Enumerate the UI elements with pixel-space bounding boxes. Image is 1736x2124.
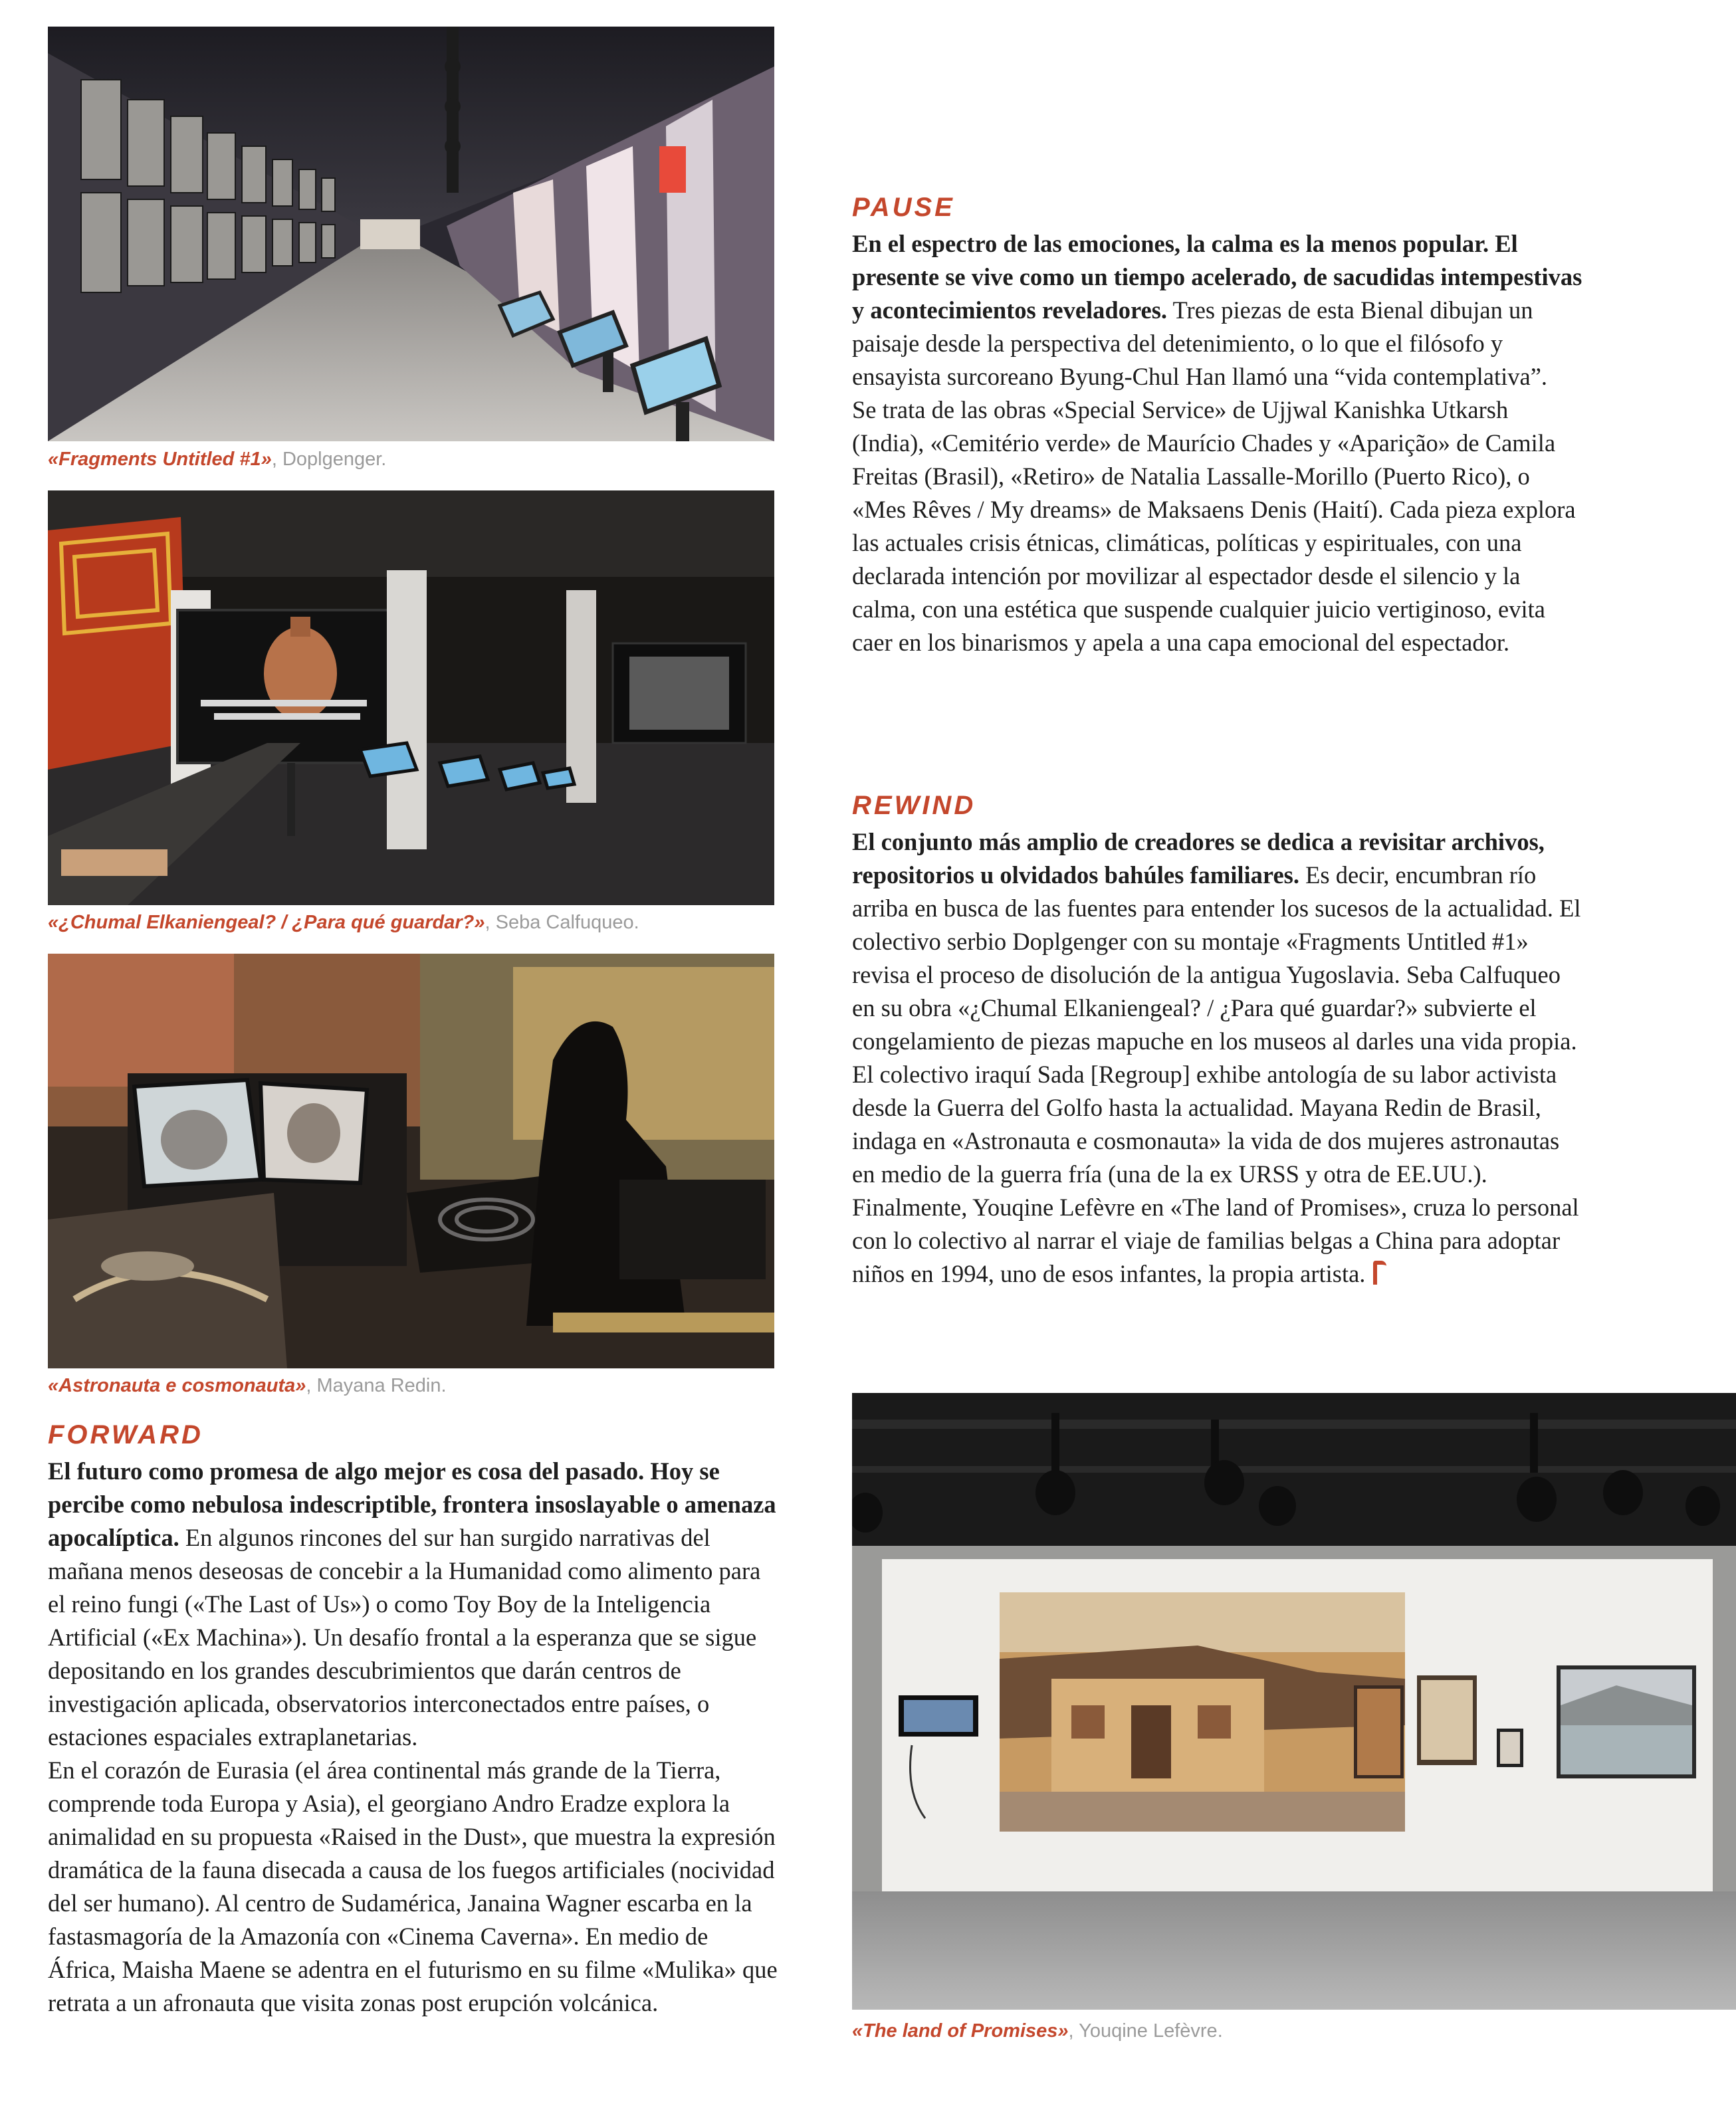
section-rewind — [852, 790, 1583, 1291]
pause-paragraph-1-rest: Tres piezas de esta Bienal dibujan un paisaje desde la perspectiva del detenimiento, o lo que el filósofo y ensayista surcoreano Byung-Chul Han llamó una “vida contemplativa”. — [852, 296, 1548, 390]
pause-heading: PAUSE — [852, 193, 955, 222]
forward-paragraph-1-rest: En algunos rincones del sur han surgido narrativas del mañana menos deseosas de concebir a la Humanidad como alimento para el reino fungi («The Last of Us») o como Toy Boy de la Inteligencia Artificial («Ex Machina»). Un desafío frontal a la esperanza que se sigue depositando en los grandes descubrimientos que darán centros de investigación aplicada, observatorios interconectados entre países, o estaciones espaciales extraplanetarias. — [48, 1524, 761, 1751]
forward-paragraph-2: En el corazón de Eurasia (el área continental más grande de la Tierra, comprende toda Europa y Asia), el georgiano Andro Eradze explora la animalidad en su propuesta «Raised in the Dust», que muestra la expresión dramática de la fauna disecada a causa de los fuegos artificiales (nocividad del ser humano). Al centro de Sudamérica, Janaina Wagner escarba en la fastasmagoría de la Amazonía con «Cinema Caverna». En medio de África, Maisha Maene se adentra en el futurismo en su filme «Mulika» que retrata a un afronauta que visita zonas post erupción volcánica. — [48, 1756, 778, 2016]
caption-land-author: , Youqine Lefèvre. — [1068, 2020, 1223, 2042]
rewind-paragraph-rest: Es decir, encumbran río arriba en busca de las fuentes para entender los sucesos de la actualidad. El colectivo serbio Doplgenger con su montaje «Fragments Untitled #1» revisa el proceso de disolución de la antigua Yugoslavia. Seba Calfuqueo en su obra «¿Chumal Elkaniengeal? / ¿Para qué guardar?» subvierte el congelamiento de piezas mapuche en los museos al darles una vida propia. El colectivo iraquí Sada [Regroup] exhibe antología de su labor activista desde la Guerra del Golfo hasta la actualidad. Mayana Redin de Brasil, indaga en «Astronauta e cosmonauta» la vida de dos mujeres astronautas en medio de la guerra fría (una de la ex URSS y otra de EE.UU.). Finalmente, Youqine Lefèvre en «The land of Promises», cruza lo personal con lo colectivo al narrar el viaje de familias belgas a China para adoptar niños en 1994, uno de esos infantes, la propia artista. — [852, 861, 1581, 1287]
caption-fragments-title: «Fragments Untitled #1» — [48, 449, 272, 470]
caption-astronauta — [48, 1374, 447, 1398]
caption-land-title: «The land of Promises» — [852, 2020, 1069, 2042]
caption-fragments — [48, 447, 386, 471]
caption-land-of-promises — [852, 2019, 1223, 2043]
caption-chumal — [48, 910, 639, 934]
caption-chumal-author: , Seba Calfuqueo. — [485, 912, 639, 933]
forward-heading: FORWARD — [48, 1420, 203, 1449]
photo-fragments-untitled — [48, 27, 774, 441]
rewind-paragraph — [852, 825, 1583, 1291]
pause-paragraph-1 — [852, 227, 1583, 393]
pause-lead: En el espectro de las emociones, la calma es la menos popular. El presente se vive como un tiempo acelerado, de sacudidas intempestivas y acontecimientos reveladores. — [852, 230, 1582, 324]
forward-lead: El futuro como promesa de algo mejor es cosa del pasado. Hoy se percibe como nebulosa indescriptible, frontera insoslayable o amenaza apocalíptica. — [48, 1457, 776, 1551]
section-pause — [852, 191, 1583, 659]
pause-paragraph-2: Se trata de las obras «Special Service» de Ujjwal Kanishka Utkarsh (India), «Cemitério verde» de Maurício Chades y «Aparição» de Camila Freitas (Brasil), «Retiro» de Natalia Lassalle-Morillo (Puerto Rico), o «Mes Rêves / My dreams» de Maksaens Denis (Haití). Cada pieza explora las actuales crisis étnicas, climáticas, políticas y espirituales, con una declarada intención por movilizar al espectador desde el silencio y la calma, con una estética que suspende cualquier juicio vertiginoso, evita caer en los binarismos y apela a una capa emocional del espectador. — [852, 396, 1576, 656]
forward-paragraph-1 — [48, 1455, 778, 1754]
caption-chumal-title: «¿Chumal Elkaniengeal? / ¿Para qué guardar?» — [48, 912, 485, 933]
section-forward — [48, 1419, 778, 2020]
rewind-heading: REWIND — [852, 791, 976, 820]
caption-fragments-author: , Doplgenger. — [271, 449, 387, 470]
photo-land-of-promises — [852, 1393, 1736, 2010]
end-mark-icon — [1373, 1261, 1386, 1285]
photo-chumal-elkaniengeal — [48, 490, 774, 905]
caption-astronauta-title: «Astronauta e cosmonauta» — [48, 1375, 306, 1396]
rewind-lead: El conjunto más amplio de creadores se dedica a revisitar archivos, repositorios u olvidados bahúles familiares. — [852, 828, 1545, 889]
caption-astronauta-author: , Mayana Redin. — [306, 1375, 447, 1396]
photo-astronauta-cosmonauta — [48, 954, 774, 1368]
